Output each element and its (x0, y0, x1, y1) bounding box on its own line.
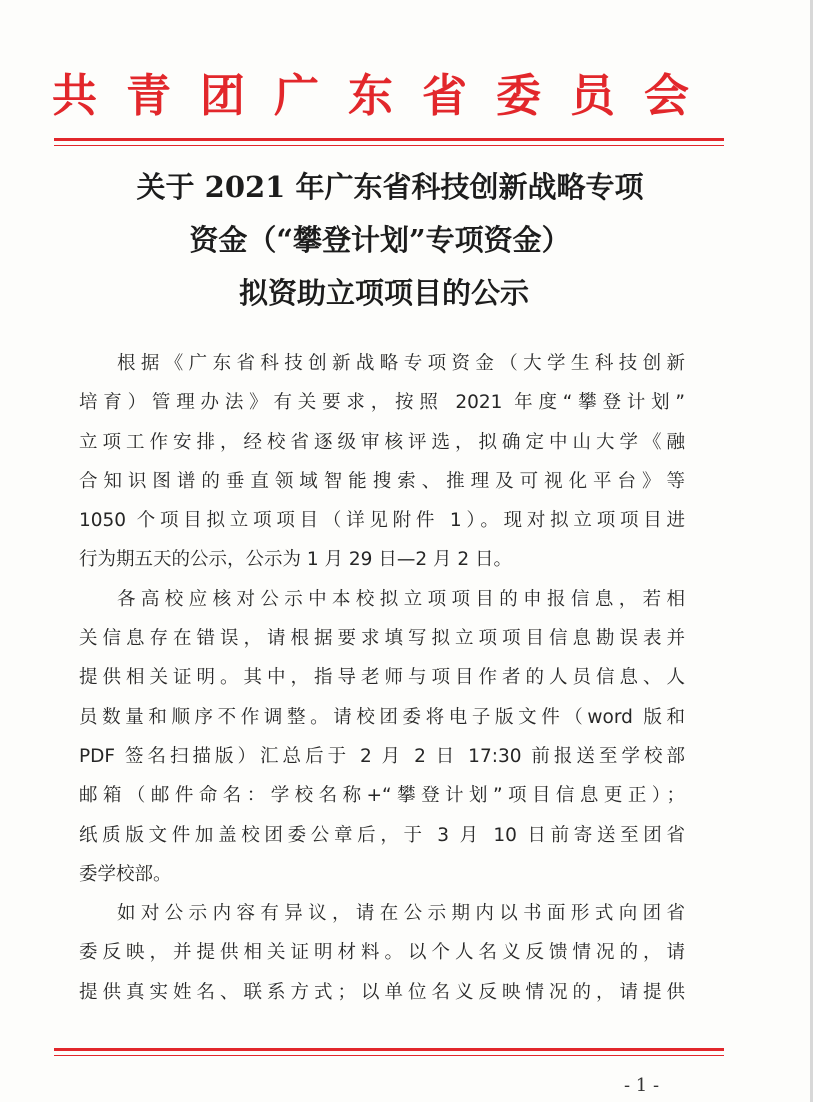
document-title-line-2: 资金（“攀登计划”专项资金） (189, 223, 571, 257)
paragraph-3 (79, 894, 685, 1012)
body-line: 如对公示内容有异议，请在公示期内以书面形式向团省 (117, 903, 685, 925)
body-line: PDF 签名扫描版）汇总后于 2 月 2 日 17:30 前报送至学校部 (79, 745, 685, 767)
footer-rule-thick (54, 1048, 724, 1051)
body-line: 提供真实姓名、联系方式；以单位名义反映情况的，请提供 (79, 981, 685, 1003)
footer-rule-thin (54, 1055, 724, 1056)
page-number: - 1 - (624, 1075, 660, 1096)
body-line: 立项工作安排，经校省逐级审核评选，拟确定中山大学《融 (79, 431, 685, 453)
body-line: 培育）管理办法》有关要求，按照 2021 年度“攀登计划” (79, 392, 685, 414)
body-line: 根据《广东省科技创新战略专项资金（大学生科技创新 (117, 353, 685, 374)
body-line: 提供相关证明。其中，指导老师与项目作者的人员信息、人 (79, 667, 685, 689)
body-line: 行为期五天的公示，公示为 1 月 29 日—2 月 2 日。 (79, 549, 513, 571)
document-body (79, 344, 685, 1012)
body-line: 委学校部。 (79, 863, 172, 885)
body-line: 员数量和顺序不作调整。请校团委将电子版文件（word 版和 (79, 706, 685, 728)
body-line: 合知识图谱的垂直领域智能搜索、推理及可视化平台》等 (79, 470, 685, 492)
body-line: 各高校应核对公示中本校拟立项项目的申报信息，若相 (117, 588, 685, 610)
letterhead-rule-thick (54, 138, 724, 141)
paragraph-2 (79, 580, 685, 894)
paragraph-1 (79, 344, 685, 580)
document-title-line-3: 拟资助立项项目的公示 (238, 276, 529, 310)
body-line: 邮箱（邮件命名：学校名称+“攀登计划”项目信息更正）； (79, 785, 685, 807)
document-title-line-1: 关于 2021 年广东省科技创新战略专项 (136, 170, 644, 204)
org-letterhead: 共青团广东省委员会 (52, 69, 719, 122)
letterhead-rule-thin (54, 145, 724, 146)
body-line: 关信息存在错误，请根据要求填写拟立项项目信息勘误表并 (79, 628, 685, 650)
body-line: 委反映，并提供相关证明材料。以个人名义反馈情况的，请 (79, 942, 685, 964)
body-line: 纸质版文件加盖校团委公章后，于 3 月 10 日前寄送至团省 (79, 824, 685, 846)
body-line: 1050 个项目拟立项项目（详见附件 1）。现对拟立项项目进 (79, 510, 685, 532)
